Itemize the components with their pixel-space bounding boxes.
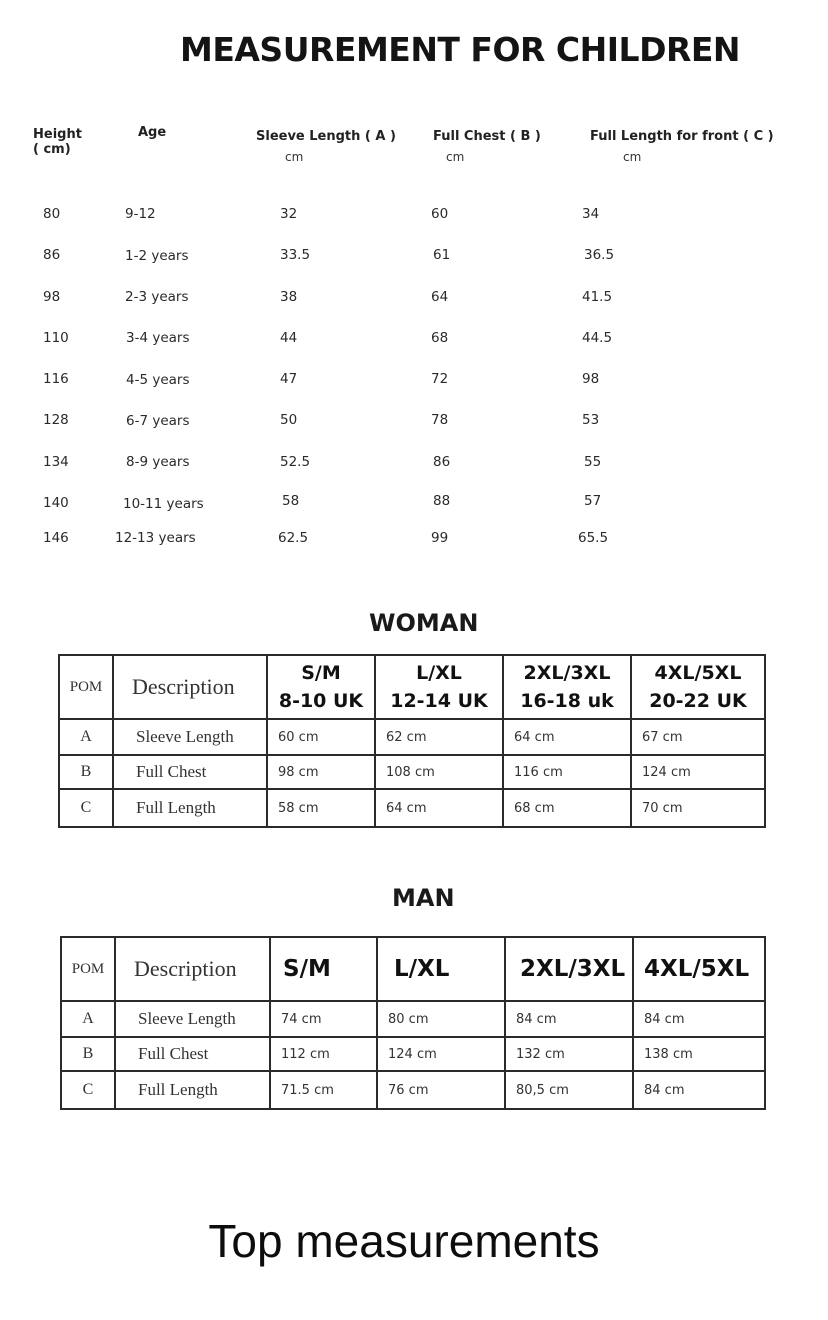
woman-value-cell: 64 cm xyxy=(375,789,503,827)
woman-value-cell: 98 cm xyxy=(267,755,375,789)
children-row-6-height: 128 xyxy=(43,412,69,428)
woman-description-cell: Full Length xyxy=(113,789,267,827)
woman-value-cell: 108 cm xyxy=(375,755,503,789)
children-row-5-chest: 72 xyxy=(431,371,449,387)
woman-size-uk: 8-10 UK xyxy=(278,690,364,712)
woman-value-cell: 124 cm xyxy=(631,755,765,789)
man-value-cell: 74 cm xyxy=(270,1001,377,1037)
woman-pom-cell: A xyxy=(59,719,113,755)
woman-row-chest xyxy=(59,755,765,789)
man-pom-header: POM xyxy=(61,937,115,1001)
children-row-7-height: 134 xyxy=(43,454,69,470)
woman-size-header xyxy=(375,655,503,719)
man-pom-cell: C xyxy=(61,1071,115,1109)
man-value-cell: 84 cm xyxy=(505,1001,633,1037)
man-value-cell: 71.5 cm xyxy=(270,1071,377,1109)
children-row-4-age: 3-4 years xyxy=(126,330,190,346)
children-row-7-length: 55 xyxy=(584,454,602,470)
woman-size-name: L/XL xyxy=(416,662,462,684)
children-row-2-length: 36.5 xyxy=(584,247,615,263)
man-value-cell: 124 cm xyxy=(377,1037,505,1071)
man-value-cell: 138 cm xyxy=(633,1037,765,1071)
man-size-header: 4XL/5XL xyxy=(633,937,765,1001)
man-row-length xyxy=(61,1071,765,1109)
woman-size-header xyxy=(631,655,765,719)
children-row-4-chest: 68 xyxy=(431,330,449,346)
children-row-3-age: 2-3 years xyxy=(125,289,189,305)
children-row-1-chest: 60 xyxy=(431,206,449,222)
children-row-4-sleeve: 44 xyxy=(280,330,298,346)
woman-pom-cell: B xyxy=(59,755,113,789)
children-row-4-height: 110 xyxy=(43,330,69,346)
children-header-length-unit: cm xyxy=(623,150,642,164)
man-value-cell: 76 cm xyxy=(377,1071,505,1109)
children-row-3-chest: 64 xyxy=(431,289,449,305)
children-header-sleeve-unit: cm xyxy=(285,150,304,164)
man-description-cell: Full Length xyxy=(115,1071,270,1109)
woman-header-row xyxy=(59,655,765,719)
children-row-1-height: 80 xyxy=(43,206,61,222)
children-row-1-length: 34 xyxy=(582,206,600,222)
children-row-6-age: 6-7 years xyxy=(126,413,190,429)
children-row-8-height: 140 xyxy=(43,495,69,511)
children-row-2-height: 86 xyxy=(43,247,61,263)
children-row-2-sleeve: 33.5 xyxy=(280,247,311,263)
children-header-sleeve: Sleeve Length ( A ) xyxy=(256,129,396,144)
children-row-5-age: 4-5 years xyxy=(126,372,190,388)
woman-value-cell: 58 cm xyxy=(267,789,375,827)
woman-size-uk: 20-22 UK xyxy=(649,690,747,712)
children-row-3-sleeve: 38 xyxy=(280,289,298,305)
children-row-4-length: 44.5 xyxy=(582,330,613,346)
woman-pom-cell: C xyxy=(59,789,113,827)
woman-value-cell: 64 cm xyxy=(503,719,631,755)
man-size-header: 2XL/3XL xyxy=(505,937,633,1001)
woman-description-cell: Sleeve Length xyxy=(113,719,267,755)
man-value-cell: 84 cm xyxy=(633,1071,765,1109)
woman-value-cell: 67 cm xyxy=(631,719,765,755)
man-header-row xyxy=(61,937,765,1001)
children-header-height-unit: ( cm) xyxy=(33,142,71,157)
woman-size-name: 2XL/3XL xyxy=(523,662,611,684)
woman-size-name: S/M xyxy=(301,662,341,684)
man-value-cell: 80 cm xyxy=(377,1001,505,1037)
children-header-height-label: Height xyxy=(33,127,82,142)
woman-pom-header: POM xyxy=(59,655,113,719)
woman-description-header: Description xyxy=(113,655,267,719)
children-row-3-length: 41.5 xyxy=(582,289,613,305)
children-row-5-height: 116 xyxy=(43,371,69,387)
children-row-5-sleeve: 47 xyxy=(280,371,298,387)
woman-value-cell: 60 cm xyxy=(267,719,375,755)
woman-row-sleeve xyxy=(59,719,765,755)
children-row-2-chest: 61 xyxy=(433,247,451,263)
woman-row-length xyxy=(59,789,765,827)
children-row-6-sleeve: 50 xyxy=(280,412,298,428)
man-value-cell: 112 cm xyxy=(270,1037,377,1071)
man-description-cell: Sleeve Length xyxy=(115,1001,270,1037)
woman-description-cell: Full Chest xyxy=(113,755,267,789)
man-value-cell: 84 cm xyxy=(633,1001,765,1037)
children-header-age: Age xyxy=(138,125,167,140)
children-header-chest-unit: cm xyxy=(446,150,465,164)
children-row-6-chest: 78 xyxy=(431,412,449,428)
man-row-chest xyxy=(61,1037,765,1071)
man-row-sleeve xyxy=(61,1001,765,1037)
children-header-chest: Full Chest ( B ) xyxy=(433,129,541,144)
children-row-9-sleeve: 62.5 xyxy=(278,530,309,546)
children-row-7-chest: 86 xyxy=(433,454,451,470)
children-row-7-sleeve: 52.5 xyxy=(280,454,311,470)
man-section-title: MAN xyxy=(392,884,455,912)
man-value-cell: 132 cm xyxy=(505,1037,633,1071)
children-row-8-age: 10-11 years xyxy=(123,496,204,512)
children-row-6-length: 53 xyxy=(582,412,600,428)
children-header-height xyxy=(33,127,82,157)
woman-size-header xyxy=(503,655,631,719)
woman-value-cell: 116 cm xyxy=(503,755,631,789)
children-row-9-length: 65.5 xyxy=(578,530,609,546)
children-row-2-age: 1-2 years xyxy=(125,248,189,264)
man-size-header: S/M xyxy=(270,937,377,1001)
woman-value-cell: 68 cm xyxy=(503,789,631,827)
children-row-9-height: 146 xyxy=(43,530,69,546)
children-row-8-sleeve: 58 xyxy=(282,493,300,509)
page-title: MEASUREMENT FOR CHILDREN xyxy=(180,30,741,69)
children-header-length: Full Length for front ( C ) xyxy=(590,129,774,144)
children-row-9-chest: 99 xyxy=(431,530,449,546)
children-row-1-sleeve: 32 xyxy=(280,206,298,222)
woman-value-cell: 62 cm xyxy=(375,719,503,755)
woman-size-name: 4XL/5XL xyxy=(654,662,742,684)
woman-size-header xyxy=(267,655,375,719)
woman-section-title: WOMAN xyxy=(369,609,479,637)
children-row-8-length: 57 xyxy=(584,493,602,509)
man-description-cell: Full Chest xyxy=(115,1037,270,1071)
children-row-8-chest: 88 xyxy=(433,493,451,509)
man-size-header: L/XL xyxy=(377,937,505,1001)
man-value-cell: 80,5 cm xyxy=(505,1071,633,1109)
children-row-1-age: 9-12 xyxy=(125,206,156,222)
children-row-7-age: 8-9 years xyxy=(126,454,190,470)
footer-caption: Top measurements xyxy=(208,1215,600,1267)
woman-size-table xyxy=(58,654,766,828)
children-row-3-height: 98 xyxy=(43,289,61,305)
man-size-table xyxy=(60,936,766,1110)
woman-size-uk: 12-14 UK xyxy=(390,690,488,712)
man-pom-cell: B xyxy=(61,1037,115,1071)
woman-value-cell: 70 cm xyxy=(631,789,765,827)
children-row-5-length: 98 xyxy=(582,371,600,387)
children-row-9-age: 12-13 years xyxy=(115,530,196,546)
man-description-header: Description xyxy=(115,937,270,1001)
man-pom-cell: A xyxy=(61,1001,115,1037)
woman-size-uk: 16-18 uk xyxy=(520,690,614,712)
